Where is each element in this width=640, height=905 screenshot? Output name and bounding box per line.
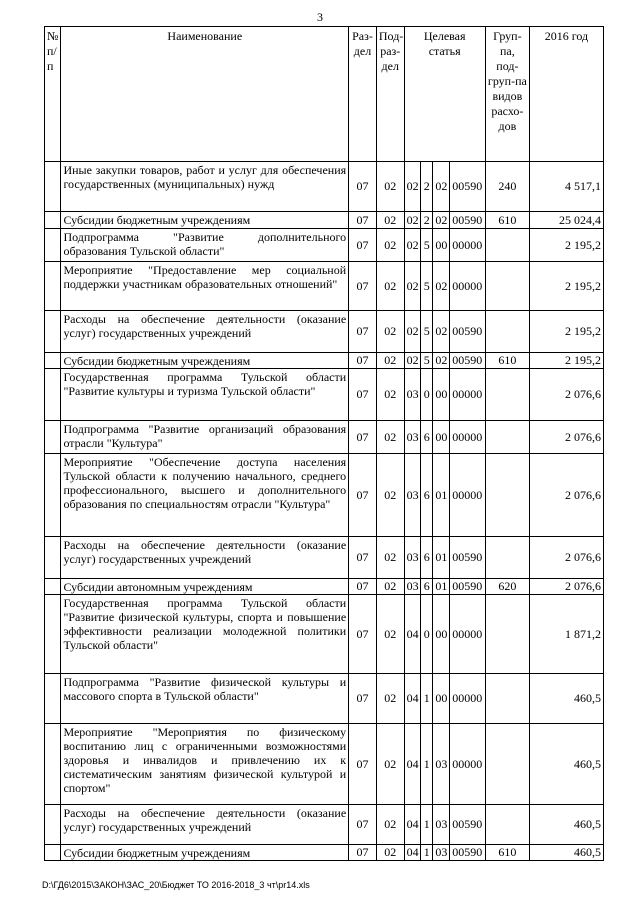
amount-cell: 1 871,2 bbox=[529, 595, 603, 674]
target-event-cell: 02 bbox=[433, 262, 449, 311]
row-number-cell bbox=[45, 805, 61, 845]
amount-cell: 460,5 bbox=[529, 845, 603, 861]
target-direction-cell: 00590 bbox=[449, 845, 485, 861]
row-number-cell bbox=[45, 421, 61, 454]
subsection-cell: 02 bbox=[376, 262, 404, 311]
header-expense-group: Груп-па, под-груп-па видов расхо-дов bbox=[485, 27, 529, 162]
target-subprogram-cell: 2 bbox=[421, 162, 433, 212]
target-direction-cell: 00000 bbox=[449, 229, 485, 262]
target-direction-cell: 00590 bbox=[449, 162, 485, 212]
table-header-row bbox=[45, 27, 604, 162]
expense-group-cell bbox=[485, 805, 529, 845]
target-direction-cell: 00590 bbox=[449, 353, 485, 369]
target-subprogram-cell: 1 bbox=[421, 724, 433, 805]
subsection-cell: 02 bbox=[376, 845, 404, 861]
expense-group-cell bbox=[485, 454, 529, 537]
target-event-cell: 02 bbox=[433, 212, 449, 229]
subsection-cell: 02 bbox=[376, 805, 404, 845]
target-event-cell: 00 bbox=[433, 229, 449, 262]
subsection-cell: 02 bbox=[376, 353, 404, 369]
target-direction-cell: 00000 bbox=[449, 674, 485, 724]
target-event-cell: 03 bbox=[433, 805, 449, 845]
header-target-article: Целевая статья bbox=[404, 27, 485, 162]
row-number-cell bbox=[45, 353, 61, 369]
budget-table bbox=[44, 26, 604, 861]
table-row bbox=[45, 212, 604, 229]
table-row bbox=[45, 353, 604, 369]
subsection-cell: 02 bbox=[376, 579, 404, 595]
target-subprogram-cell: 6 bbox=[421, 537, 433, 579]
table-row bbox=[45, 595, 604, 674]
target-direction-cell: 00000 bbox=[449, 724, 485, 805]
row-name-cell: Субсидии бюджетным учреждениям bbox=[61, 212, 349, 229]
table-row bbox=[45, 229, 604, 262]
row-number-cell bbox=[45, 537, 61, 579]
section-cell: 07 bbox=[349, 674, 377, 724]
row-number-cell bbox=[45, 311, 61, 353]
section-cell: 07 bbox=[349, 353, 377, 369]
row-number-cell bbox=[45, 369, 61, 421]
target-event-cell: 01 bbox=[433, 579, 449, 595]
target-event-cell: 03 bbox=[433, 724, 449, 805]
section-cell: 07 bbox=[349, 454, 377, 537]
target-program-cell: 04 bbox=[404, 595, 420, 674]
section-cell: 07 bbox=[349, 724, 377, 805]
subsection-cell: 02 bbox=[376, 369, 404, 421]
expense-group-cell bbox=[485, 229, 529, 262]
target-program-cell: 02 bbox=[404, 262, 420, 311]
subsection-cell: 02 bbox=[376, 229, 404, 262]
section-cell: 07 bbox=[349, 595, 377, 674]
header-section: Раз-дел bbox=[349, 27, 377, 162]
row-name-cell: Субсидии бюджетным учреждениям bbox=[61, 353, 349, 369]
table-body bbox=[45, 162, 604, 861]
target-subprogram-cell: 0 bbox=[421, 595, 433, 674]
amount-cell: 460,5 bbox=[529, 674, 603, 724]
table-row bbox=[45, 262, 604, 311]
row-number-cell bbox=[45, 212, 61, 229]
target-event-cell: 00 bbox=[433, 421, 449, 454]
target-program-cell: 03 bbox=[404, 421, 420, 454]
subsection-cell: 02 bbox=[376, 162, 404, 212]
section-cell: 07 bbox=[349, 311, 377, 353]
target-direction-cell: 00000 bbox=[449, 262, 485, 311]
amount-cell: 2 076,6 bbox=[529, 421, 603, 454]
row-number-cell bbox=[45, 229, 61, 262]
target-subprogram-cell: 5 bbox=[421, 311, 433, 353]
expense-group-cell: 610 bbox=[485, 212, 529, 229]
target-subprogram-cell: 6 bbox=[421, 579, 433, 595]
row-number-cell bbox=[45, 454, 61, 537]
table-row bbox=[45, 537, 604, 579]
subsection-cell: 02 bbox=[376, 724, 404, 805]
target-program-cell: 04 bbox=[404, 845, 420, 861]
amount-cell: 2 195,2 bbox=[529, 262, 603, 311]
amount-cell: 25 024,4 bbox=[529, 212, 603, 229]
row-name-cell: Мероприятие "Мероприятия по физическому воспитанию лиц с ограниченными возможностями здоровья и инвалидов и привлечению их к систематическим занятиям физической культурой и спортом" bbox=[61, 724, 349, 805]
target-subprogram-cell: 1 bbox=[421, 674, 433, 724]
table-row bbox=[45, 805, 604, 845]
target-direction-cell: 00590 bbox=[449, 805, 485, 845]
table-row bbox=[45, 454, 604, 537]
row-name-cell: Мероприятие "Предоставление мер социальной поддержки участникам образовательных отношений" bbox=[61, 262, 349, 311]
amount-cell: 460,5 bbox=[529, 805, 603, 845]
target-direction-cell: 00590 bbox=[449, 212, 485, 229]
expense-group-cell: 240 bbox=[485, 162, 529, 212]
row-name-cell: Расходы на обеспечение деятельности (оказание услуг) государственных учреждений bbox=[61, 311, 349, 353]
target-program-cell: 02 bbox=[404, 229, 420, 262]
subsection-cell: 02 bbox=[376, 454, 404, 537]
expense-group-cell bbox=[485, 369, 529, 421]
target-direction-cell: 00000 bbox=[449, 595, 485, 674]
expense-group-cell: 610 bbox=[485, 353, 529, 369]
target-subprogram-cell: 1 bbox=[421, 845, 433, 861]
target-subprogram-cell: 6 bbox=[421, 421, 433, 454]
header-number: № п/п bbox=[45, 27, 61, 162]
table-row bbox=[45, 369, 604, 421]
row-name-cell: Подпрограмма "Развитие дополнительного образования Тульской области" bbox=[61, 229, 349, 262]
target-program-cell: 03 bbox=[404, 454, 420, 537]
subsection-cell: 02 bbox=[376, 595, 404, 674]
target-program-cell: 04 bbox=[404, 805, 420, 845]
row-name-cell: Расходы на обеспечение деятельности (оказание услуг) государственных учреждений bbox=[61, 537, 349, 579]
section-cell: 07 bbox=[349, 162, 377, 212]
target-subprogram-cell: 1 bbox=[421, 805, 433, 845]
amount-cell: 460,5 bbox=[529, 724, 603, 805]
row-number-cell bbox=[45, 579, 61, 595]
section-cell: 07 bbox=[349, 845, 377, 861]
expense-group-cell bbox=[485, 537, 529, 579]
row-name-cell: Государственная программа Тульской области "Развитие физической культуры, спорта и повышение эффективности реализации молодежной политики Тульской области" bbox=[61, 595, 349, 674]
section-cell: 07 bbox=[349, 262, 377, 311]
subsection-cell: 02 bbox=[376, 212, 404, 229]
header-year-2016: 2016 год bbox=[529, 27, 603, 162]
amount-cell: 2 195,2 bbox=[529, 353, 603, 369]
target-program-cell: 02 bbox=[404, 353, 420, 369]
section-cell: 07 bbox=[349, 805, 377, 845]
footer-file-path: D:\ГД6\2015\ЗАКОН\ЗАС_20\Бюджет ТО 2016-2018_3 чт\pr14.xls bbox=[42, 880, 310, 890]
section-cell: 07 bbox=[349, 579, 377, 595]
target-program-cell: 03 bbox=[404, 369, 420, 421]
header-name: Наименование bbox=[61, 27, 349, 162]
target-event-cell: 02 bbox=[433, 353, 449, 369]
table-row bbox=[45, 674, 604, 724]
target-event-cell: 00 bbox=[433, 595, 449, 674]
table-row bbox=[45, 845, 604, 861]
amount-cell: 4 517,1 bbox=[529, 162, 603, 212]
subsection-cell: 02 bbox=[376, 674, 404, 724]
target-program-cell: 02 bbox=[404, 311, 420, 353]
table-row bbox=[45, 579, 604, 595]
row-name-cell: Субсидии автономным учреждениям bbox=[61, 579, 349, 595]
expense-group-cell: 620 bbox=[485, 579, 529, 595]
target-event-cell: 03 bbox=[433, 845, 449, 861]
target-subprogram-cell: 6 bbox=[421, 454, 433, 537]
amount-cell: 2 195,2 bbox=[529, 311, 603, 353]
target-direction-cell: 00000 bbox=[449, 421, 485, 454]
target-subprogram-cell: 5 bbox=[421, 229, 433, 262]
subsection-cell: 02 bbox=[376, 311, 404, 353]
row-number-cell bbox=[45, 724, 61, 805]
amount-cell: 2 076,6 bbox=[529, 537, 603, 579]
subsection-cell: 02 bbox=[376, 537, 404, 579]
target-event-cell: 00 bbox=[433, 674, 449, 724]
amount-cell: 2 195,2 bbox=[529, 229, 603, 262]
row-number-cell bbox=[45, 262, 61, 311]
target-event-cell: 02 bbox=[433, 311, 449, 353]
target-direction-cell: 00000 bbox=[449, 369, 485, 421]
row-number-cell bbox=[45, 674, 61, 724]
target-program-cell: 02 bbox=[404, 162, 420, 212]
amount-cell: 2 076,6 bbox=[529, 454, 603, 537]
row-number-cell bbox=[45, 162, 61, 212]
row-name-cell: Субсидии бюджетным учреждениям bbox=[61, 845, 349, 861]
target-program-cell: 03 bbox=[404, 537, 420, 579]
amount-cell: 2 076,6 bbox=[529, 369, 603, 421]
row-name-cell: Государственная программа Тульской области "Развитие культуры и туризма Тульской области" bbox=[61, 369, 349, 421]
target-direction-cell: 00590 bbox=[449, 537, 485, 579]
expense-group-cell: 610 bbox=[485, 845, 529, 861]
table-row bbox=[45, 421, 604, 454]
row-number-cell bbox=[45, 845, 61, 861]
expense-group-cell bbox=[485, 674, 529, 724]
target-direction-cell: 00590 bbox=[449, 311, 485, 353]
target-program-cell: 02 bbox=[404, 212, 420, 229]
section-cell: 07 bbox=[349, 229, 377, 262]
target-subprogram-cell: 5 bbox=[421, 262, 433, 311]
target-direction-cell: 00590 bbox=[449, 579, 485, 595]
target-event-cell: 00 bbox=[433, 369, 449, 421]
expense-group-cell bbox=[485, 311, 529, 353]
section-cell: 07 bbox=[349, 212, 377, 229]
expense-group-cell bbox=[485, 421, 529, 454]
expense-group-cell bbox=[485, 724, 529, 805]
target-direction-cell: 00000 bbox=[449, 454, 485, 537]
target-program-cell: 04 bbox=[404, 724, 420, 805]
amount-cell: 2 076,6 bbox=[529, 579, 603, 595]
table-row bbox=[45, 724, 604, 805]
target-subprogram-cell: 0 bbox=[421, 369, 433, 421]
row-name-cell: Расходы на обеспечение деятельности (оказание услуг) государственных учреждений bbox=[61, 805, 349, 845]
target-event-cell: 01 bbox=[433, 537, 449, 579]
row-name-cell: Мероприятие "Обеспечение доступа населения Тульской области к получению начального, среднего профессионального, высшего и дополнительного образования по специальностям отрасли "Культура" bbox=[61, 454, 349, 537]
expense-group-cell bbox=[485, 595, 529, 674]
section-cell: 07 bbox=[349, 369, 377, 421]
expense-group-cell bbox=[485, 262, 529, 311]
section-cell: 07 bbox=[349, 537, 377, 579]
page-number: 3 bbox=[317, 10, 323, 24]
target-event-cell: 01 bbox=[433, 454, 449, 537]
target-program-cell: 04 bbox=[404, 674, 420, 724]
table-row bbox=[45, 162, 604, 212]
section-cell: 07 bbox=[349, 421, 377, 454]
target-subprogram-cell: 5 bbox=[421, 353, 433, 369]
header-subsection: Под-раз-дел bbox=[376, 27, 404, 162]
subsection-cell: 02 bbox=[376, 421, 404, 454]
row-number-cell bbox=[45, 595, 61, 674]
row-name-cell: Иные закупки товаров, работ и услуг для обеспечения государственных (муниципальных) нужд bbox=[61, 162, 349, 212]
table-row bbox=[45, 311, 604, 353]
target-subprogram-cell: 2 bbox=[421, 212, 433, 229]
target-program-cell: 03 bbox=[404, 579, 420, 595]
target-event-cell: 02 bbox=[433, 162, 449, 212]
row-name-cell: Подпрограмма "Развитие физической культуры и массового спорта в Тульской области" bbox=[61, 674, 349, 724]
row-name-cell: Подпрограмма "Развитие организаций образования отрасли "Культура" bbox=[61, 421, 349, 454]
